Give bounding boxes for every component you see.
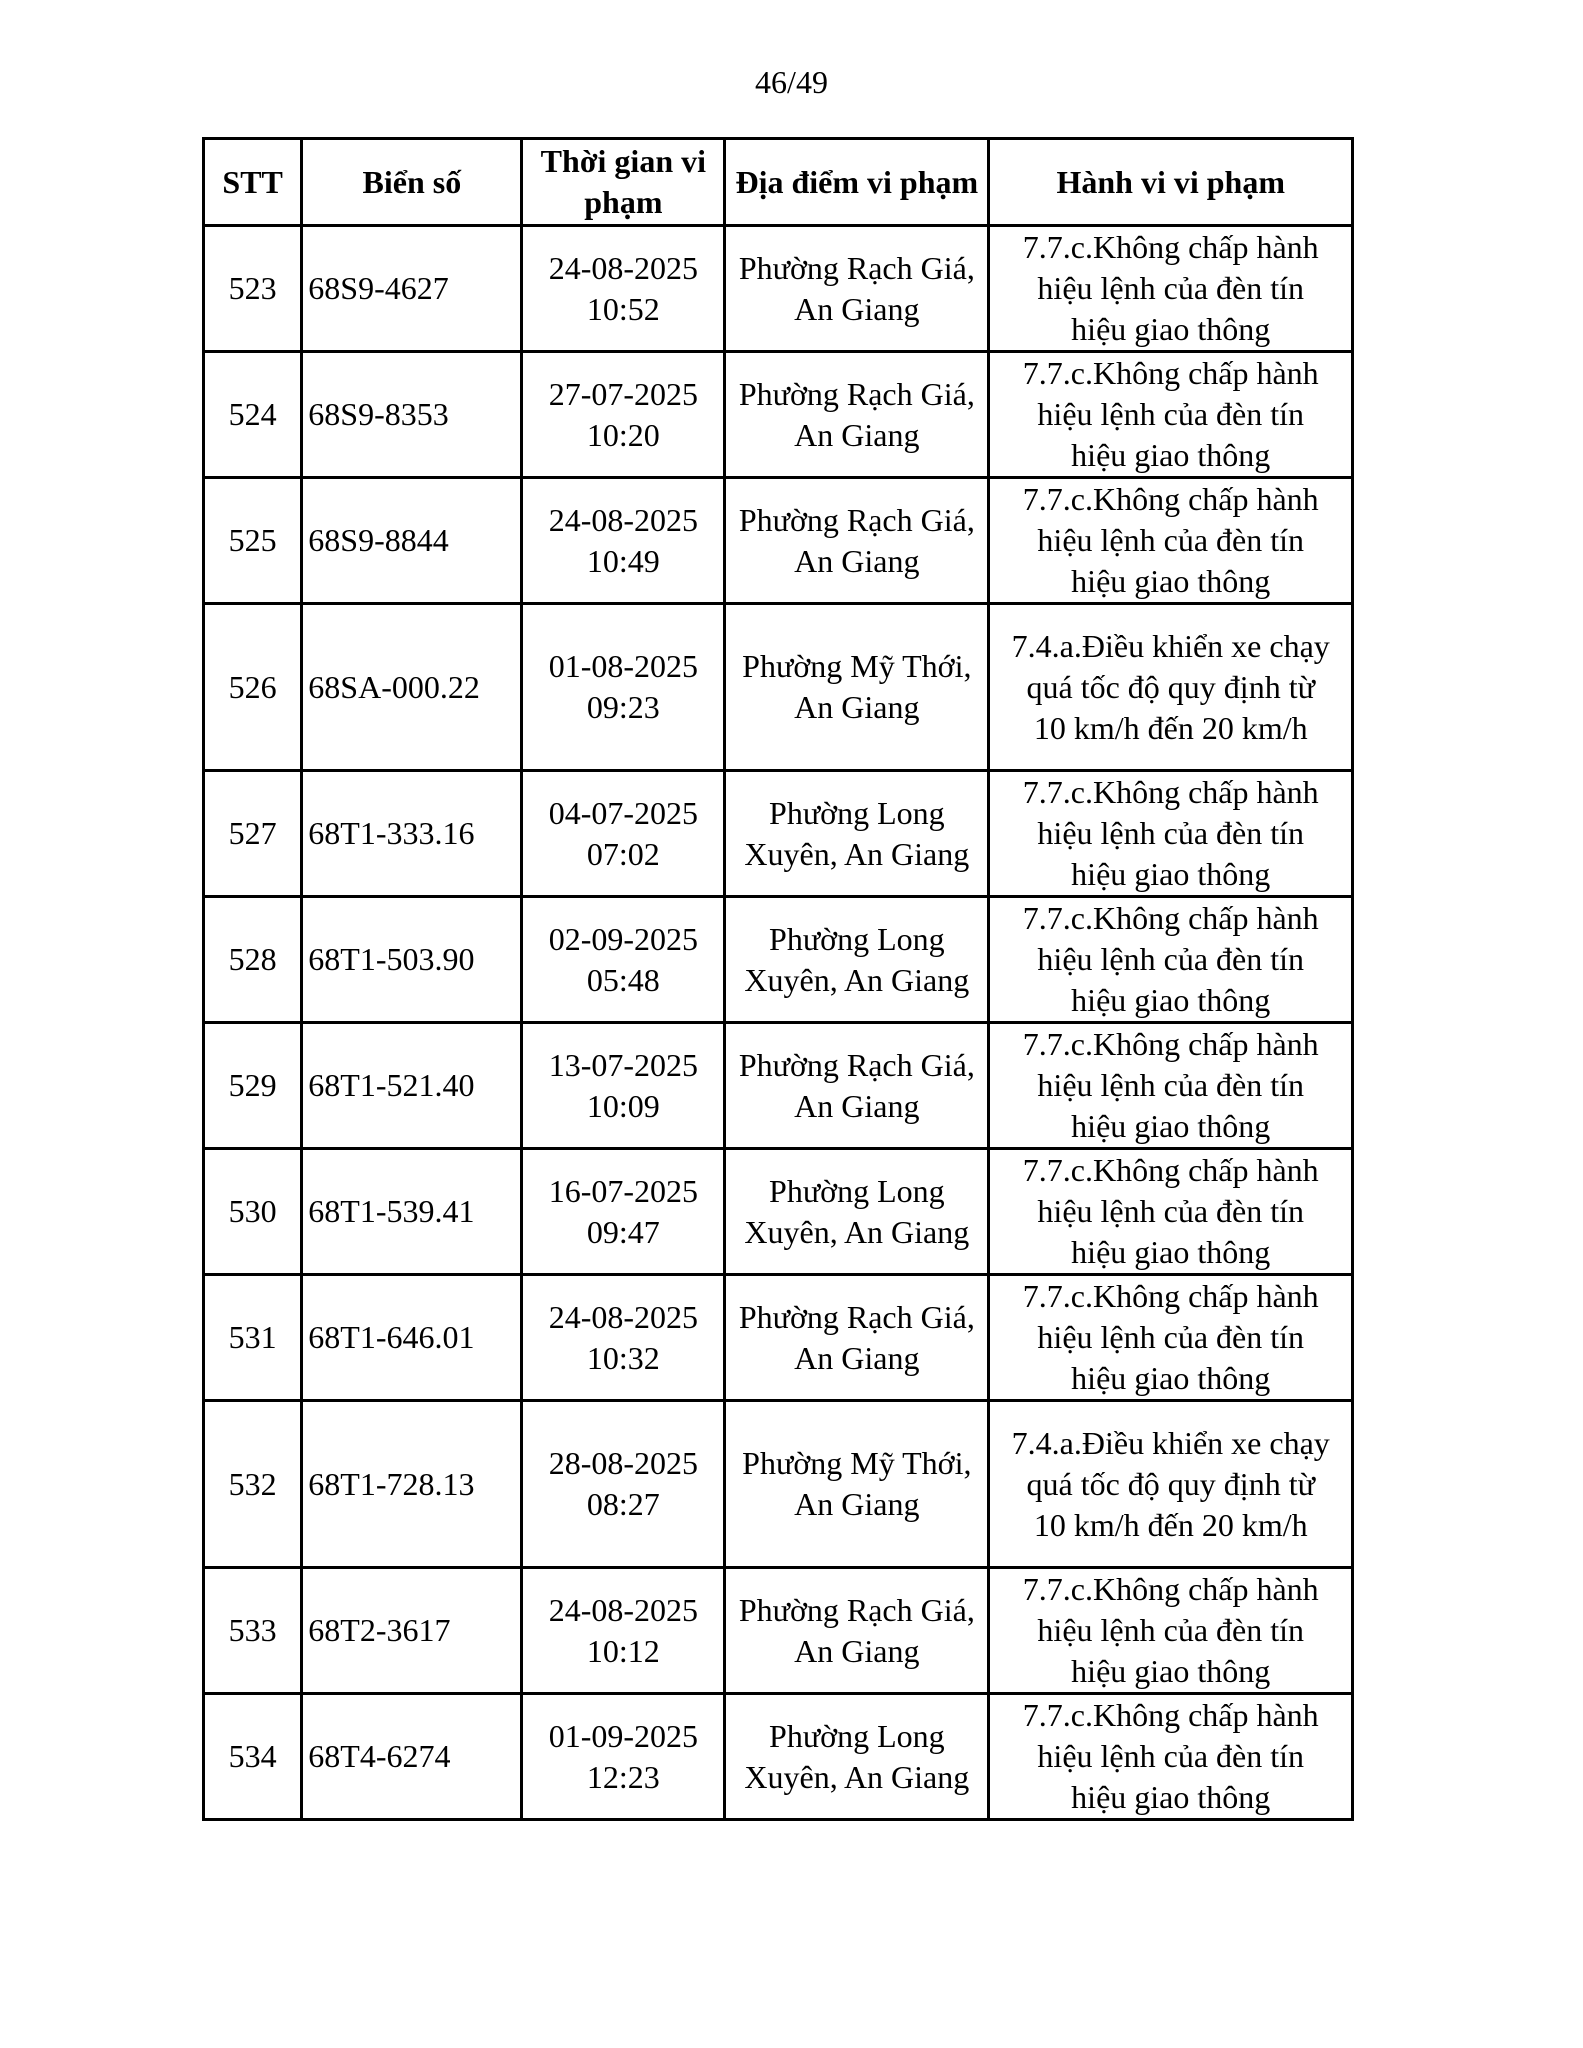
cell-time-line1: 24-08-2025 xyxy=(548,501,698,538)
cell-act-line3: 10 km/h đến 20 km/h xyxy=(1033,709,1308,746)
cell-act-line1: 7.7.c.Không chấp hành xyxy=(1022,1026,1319,1062)
cell-act-line2: hiệu lệnh của đèn tín xyxy=(1037,815,1304,851)
cell-time xyxy=(522,604,725,771)
cell-act-line2: hiệu lệnh của đèn tín xyxy=(1037,1193,1304,1229)
cell-time-line1: 28-08-2025 xyxy=(548,1445,698,1481)
cell-act-line1: 7.7.c.Không chấp hành xyxy=(1022,1152,1319,1188)
cell-time-line2: 10:12 xyxy=(586,1632,660,1669)
cell-act-line2: hiệu lệnh của đèn tín xyxy=(1037,396,1304,432)
header-time-line2: phạm xyxy=(584,184,663,220)
header-plate: Biển số xyxy=(302,139,522,226)
cell-act xyxy=(989,1568,1353,1694)
cell-plate: 68T4-6274 xyxy=(302,1694,522,1820)
cell-act-line2: hiệu lệnh của đèn tín xyxy=(1037,1067,1304,1103)
cell-act-line1: 7.4.a.Điều khiển xe chạy xyxy=(1011,627,1330,664)
cell-act-line3: hiệu giao thông xyxy=(1071,437,1271,473)
cell-time xyxy=(522,352,725,478)
cell-place xyxy=(725,897,989,1023)
cell-stt: 533 xyxy=(204,1568,302,1694)
cell-stt: 528 xyxy=(204,897,302,1023)
table-row xyxy=(204,1568,1353,1694)
cell-act-line2: hiệu lệnh của đèn tín xyxy=(1037,270,1304,306)
cell-time-line1: 16-07-2025 xyxy=(548,1172,698,1209)
table-row xyxy=(204,226,1353,352)
page-number: 46/49 xyxy=(755,64,828,100)
cell-act xyxy=(989,478,1353,604)
cell-act xyxy=(989,226,1353,352)
cell-plate: 68S9-4627 xyxy=(302,226,522,352)
cell-time xyxy=(522,1401,725,1568)
table-row xyxy=(204,1694,1353,1820)
table-row xyxy=(204,897,1353,1023)
cell-time xyxy=(522,1149,725,1275)
cell-act-line3: hiệu giao thông xyxy=(1071,1108,1271,1144)
cell-act-line3: hiệu giao thông xyxy=(1071,1360,1271,1396)
cell-act-line3: hiệu giao thông xyxy=(1071,563,1271,599)
cell-act-line1: 7.7.c.Không chấp hành xyxy=(1022,900,1319,936)
cell-time-line1: 01-09-2025 xyxy=(548,1717,698,1754)
cell-place-line2: An Giang xyxy=(794,689,920,725)
cell-time-line2: 12:23 xyxy=(586,1758,660,1795)
header-act: Hành vi vi phạm xyxy=(989,139,1353,226)
cell-place-line1: Phường Rạch Giá, xyxy=(738,249,975,286)
cell-place-line1: Phường Long xyxy=(769,1172,945,1209)
cell-time-line2: 07:02 xyxy=(586,835,660,872)
cell-time-line1: 01-08-2025 xyxy=(548,648,698,684)
cell-stt: 530 xyxy=(204,1149,302,1275)
cell-stt: 529 xyxy=(204,1023,302,1149)
cell-time-line1: 24-08-2025 xyxy=(548,1298,698,1335)
cell-act-line1: 7.7.c.Không chấp hành xyxy=(1022,1697,1319,1733)
cell-plate: 68S9-8353 xyxy=(302,352,522,478)
cell-act-line3: hiệu giao thông xyxy=(1071,1779,1271,1815)
cell-stt: 527 xyxy=(204,771,302,897)
cell-place-line2: Xuyên, An Giang xyxy=(744,1213,970,1250)
cell-stt: 534 xyxy=(204,1694,302,1820)
cell-plate: 68SA-000.22 xyxy=(302,604,522,771)
violations-table xyxy=(202,137,1354,1821)
cell-place-line1: Phường Rạch Giá, xyxy=(738,501,975,538)
cell-act-line3: hiệu giao thông xyxy=(1071,1234,1271,1270)
table-row xyxy=(204,604,1353,771)
cell-time xyxy=(522,1694,725,1820)
header-stt: STT xyxy=(204,139,302,226)
cell-place-line2: An Giang xyxy=(794,416,920,453)
cell-time xyxy=(522,478,725,604)
cell-act xyxy=(989,897,1353,1023)
cell-time xyxy=(522,771,725,897)
table-body xyxy=(204,226,1353,1820)
cell-act-line2: hiệu lệnh của đèn tín xyxy=(1037,941,1304,977)
header-place: Địa điểm vi phạm xyxy=(725,139,989,226)
cell-act-line3: hiệu giao thông xyxy=(1071,1653,1271,1689)
cell-plate: 68T1-646.01 xyxy=(302,1275,522,1401)
table-row xyxy=(204,352,1353,478)
table-header-row xyxy=(204,139,1353,226)
cell-plate: 68T1-539.41 xyxy=(302,1149,522,1275)
cell-plate: 68T2-3617 xyxy=(302,1568,522,1694)
cell-time-line1: 27-07-2025 xyxy=(548,375,698,412)
cell-stt: 526 xyxy=(204,604,302,771)
cell-act-line3: hiệu giao thông xyxy=(1071,856,1271,892)
header-time xyxy=(522,139,725,226)
cell-act-line1: 7.7.c.Không chấp hành xyxy=(1022,1278,1319,1314)
cell-time-line2: 10:09 xyxy=(586,1087,660,1124)
cell-place-line1: Phường Mỹ Thới, xyxy=(742,648,972,684)
cell-stt: 532 xyxy=(204,1401,302,1568)
cell-act xyxy=(989,604,1353,771)
cell-place xyxy=(725,1401,989,1568)
cell-place xyxy=(725,1149,989,1275)
cell-time xyxy=(522,897,725,1023)
cell-stt: 531 xyxy=(204,1275,302,1401)
cell-place-line2: An Giang xyxy=(794,1087,920,1124)
cell-time-line1: 24-08-2025 xyxy=(548,1591,698,1628)
cell-time-line2: 09:23 xyxy=(586,689,660,725)
cell-time xyxy=(522,1568,725,1694)
cell-plate: 68T1-728.13 xyxy=(302,1401,522,1568)
cell-time-line1: 02-09-2025 xyxy=(548,920,698,957)
cell-act-line2: hiệu lệnh của đèn tín xyxy=(1037,522,1304,558)
cell-place xyxy=(725,478,989,604)
cell-place-line2: An Giang xyxy=(794,542,920,579)
cell-place-line1: Phường Long xyxy=(769,920,945,957)
cell-time-line2: 10:32 xyxy=(586,1339,660,1376)
cell-place xyxy=(725,1568,989,1694)
cell-time xyxy=(522,226,725,352)
table-row xyxy=(204,1149,1353,1275)
cell-act-line2: quá tốc độ quy định từ xyxy=(1026,668,1315,705)
table-row xyxy=(204,771,1353,897)
cell-time-line2: 10:52 xyxy=(586,290,660,327)
table-row xyxy=(204,1401,1353,1568)
cell-place xyxy=(725,226,989,352)
cell-act-line3: hiệu giao thông xyxy=(1071,311,1271,347)
cell-act xyxy=(989,1149,1353,1275)
cell-act-line2: quá tốc độ quy định từ xyxy=(1026,1465,1315,1502)
cell-time-line2: 10:20 xyxy=(586,416,660,453)
cell-act-line1: 7.7.c.Không chấp hành xyxy=(1022,481,1319,517)
cell-act xyxy=(989,1023,1353,1149)
cell-plate: 68T1-521.40 xyxy=(302,1023,522,1149)
cell-act-line3: 10 km/h đến 20 km/h xyxy=(1033,1506,1308,1543)
header-time-line1: Thời gian vi xyxy=(540,143,706,179)
cell-act xyxy=(989,1694,1353,1820)
cell-plate: 68T1-333.16 xyxy=(302,771,522,897)
cell-place-line1: Phường Rạch Giá, xyxy=(738,1298,975,1335)
cell-place-line1: Phường Rạch Giá, xyxy=(738,375,975,412)
cell-time-line2: 05:48 xyxy=(586,961,660,998)
cell-time-line2: 08:27 xyxy=(586,1486,660,1522)
table-row xyxy=(204,1023,1353,1149)
cell-place xyxy=(725,1694,989,1820)
cell-stt: 523 xyxy=(204,226,302,352)
cell-act-line1: 7.7.c.Không chấp hành xyxy=(1022,1571,1319,1607)
cell-plate: 68S9-8844 xyxy=(302,478,522,604)
cell-place xyxy=(725,1023,989,1149)
cell-act-line2: hiệu lệnh của đèn tín xyxy=(1037,1319,1304,1355)
cell-place xyxy=(725,604,989,771)
table-row xyxy=(204,1275,1353,1401)
cell-time-line2: 09:47 xyxy=(586,1213,660,1250)
cell-time xyxy=(522,1023,725,1149)
cell-place-line2: An Giang xyxy=(794,1339,920,1376)
cell-time-line1: 24-08-2025 xyxy=(548,249,698,286)
cell-time-line1: 04-07-2025 xyxy=(548,794,698,831)
cell-act-line1: 7.7.c.Không chấp hành xyxy=(1022,229,1319,265)
cell-act xyxy=(989,352,1353,478)
cell-place xyxy=(725,352,989,478)
cell-place-line1: Phường Rạch Giá, xyxy=(738,1046,975,1083)
cell-place-line2: Xuyên, An Giang xyxy=(744,1758,970,1795)
cell-act-line2: hiệu lệnh của đèn tín xyxy=(1037,1738,1304,1774)
cell-place-line2: Xuyên, An Giang xyxy=(744,835,970,872)
cell-place-line2: An Giang xyxy=(794,1486,920,1522)
cell-place-line1: Phường Rạch Giá, xyxy=(738,1591,975,1628)
cell-place-line2: An Giang xyxy=(794,1632,920,1669)
cell-place-line2: An Giang xyxy=(794,290,920,327)
cell-place-line1: Phường Long xyxy=(769,1717,945,1754)
cell-act-line3: hiệu giao thông xyxy=(1071,982,1271,1018)
cell-place xyxy=(725,1275,989,1401)
cell-act-line1: 7.4.a.Điều khiển xe chạy xyxy=(1011,1424,1330,1461)
cell-act-line2: hiệu lệnh của đèn tín xyxy=(1037,1612,1304,1648)
cell-place xyxy=(725,771,989,897)
table-row xyxy=(204,478,1353,604)
cell-place-line1: Phường Mỹ Thới, xyxy=(742,1445,972,1481)
cell-stt: 525 xyxy=(204,478,302,604)
cell-place-line1: Phường Long xyxy=(769,794,945,831)
cell-time-line1: 13-07-2025 xyxy=(548,1046,698,1083)
cell-act xyxy=(989,1275,1353,1401)
cell-act-line1: 7.7.c.Không chấp hành xyxy=(1022,355,1319,391)
cell-plate: 68T1-503.90 xyxy=(302,897,522,1023)
cell-place-line2: Xuyên, An Giang xyxy=(744,961,970,998)
cell-stt: 524 xyxy=(204,352,302,478)
cell-act xyxy=(989,1401,1353,1568)
cell-act xyxy=(989,771,1353,897)
cell-act-line1: 7.7.c.Không chấp hành xyxy=(1022,774,1319,810)
cell-time xyxy=(522,1275,725,1401)
cell-time-line2: 10:49 xyxy=(586,542,660,579)
